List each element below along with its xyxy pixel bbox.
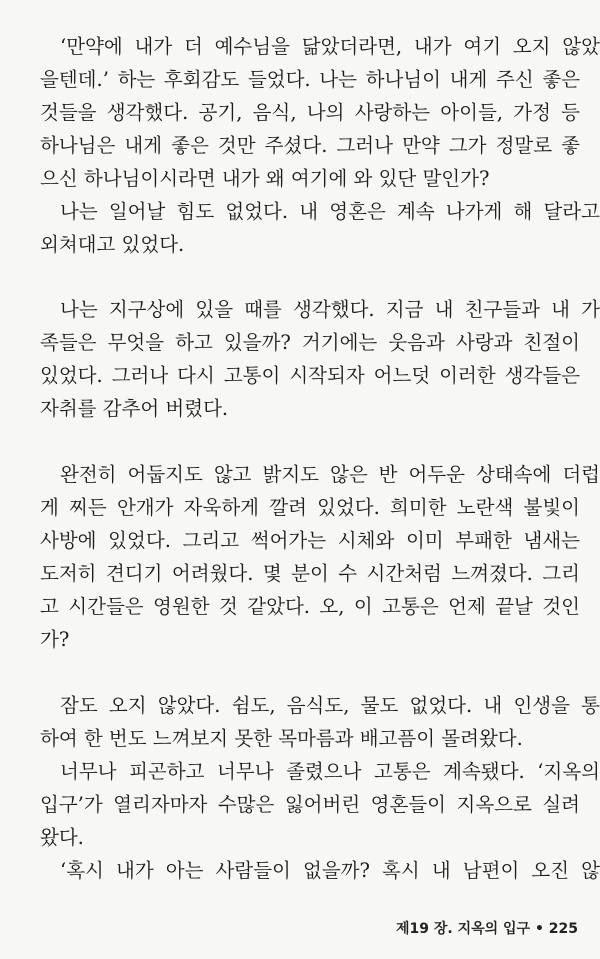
paragraph-continuation <box>40 788 580 854</box>
text-line: 잠도 오지 않았다. 쉼도, 음식도, 물도 없었다. 내 인생을 통 <box>60 694 600 717</box>
text-line: 외쳐대고 있었다. <box>40 233 185 256</box>
text-line: 족들은 무엇을 하고 있을까? 거기에는 웃음과 사랑과 친절이 <box>40 331 580 354</box>
text-line: 으신 하나님이시라면 내가 왜 여기에 와 있단 말인가? <box>40 167 490 190</box>
text-line: 나는 지구상에 있을 때를 생각했다. 지금 내 친구들과 내 가 <box>60 298 600 321</box>
text-line: 사방에 있었다. 그리고 썩어가는 시체와 이미 부패한 냄새는 <box>40 529 580 552</box>
text-line: 완전히 어둡지도 않고 밝지도 않은 반 어두운 상태속에 더럽 <box>60 463 600 486</box>
paragraph-continuation <box>40 228 580 261</box>
text-line: 자취를 감추어 버렸다. <box>40 397 229 420</box>
text-line: 있었다. 그러나 다시 고통이 시작되자 어느덧 이러한 생각들은 <box>40 364 580 387</box>
text-line: 고 시간들은 영원한 것 같았다. 오, 이 고통은 언제 끝날 것인 <box>40 595 580 618</box>
text-line: 가? <box>40 628 70 651</box>
paragraph-continuation <box>40 491 580 656</box>
paragraph <box>40 689 600 722</box>
paragraph-continuation <box>40 326 580 425</box>
text-line: 입구’가 열리자마자 수많은 잃어버린 영혼들이 지옥으로 실려 <box>40 793 580 816</box>
paragraph <box>40 195 600 228</box>
paragraph-continuation <box>40 722 580 755</box>
paragraph <box>40 293 600 326</box>
paragraph-continuation <box>40 63 580 195</box>
text-line: 도저히 견디기 어려웠다. 몇 분이 수 시간처럼 느껴졌다. 그리 <box>40 562 580 585</box>
text-line: 하나님은 내게 좋은 것만 주셨다. 그러나 만약 그가 정말로 좋 <box>40 134 580 157</box>
running-footer: 제19 장. 지옥의 입구 • 225 <box>395 921 578 937</box>
paragraph <box>40 854 600 887</box>
text-line: 게 찌든 안개가 자욱하게 깔려 있었다. 희미한 노란색 불빛이 <box>40 496 580 519</box>
paragraph <box>40 458 600 491</box>
text-line: ‘만약에 내가 더 예수님을 닮았더라면, 내가 여기 오지 않았 <box>60 35 600 58</box>
text-line: ‘혹시 내가 아는 사람들이 없을까? 혹시 내 남편이 오진 않 <box>60 859 600 882</box>
text-line: 것들을 생각했다. 공기, 음식, 나의 사랑하는 아이들, 가정 등 <box>40 101 580 124</box>
text-line: 을텐데.’ 하는 후회감도 들었다. 나는 하나님이 내게 주신 좋은 <box>40 68 580 91</box>
paragraph <box>40 30 600 63</box>
text-line: 나는 일어날 힘도 없었다. 내 영혼은 계속 나가게 해 달라고 <box>60 200 600 223</box>
paragraph <box>40 755 600 788</box>
text-line: 하여 한 번도 느껴보지 못한 목마름과 배고픔이 몰려왔다. <box>40 727 523 750</box>
text-line: 너무나 피곤하고 너무나 졸렸으나 고통은 계속됐다. ‘지옥의 <box>60 760 600 783</box>
text-line: 왔다. <box>40 826 84 849</box>
